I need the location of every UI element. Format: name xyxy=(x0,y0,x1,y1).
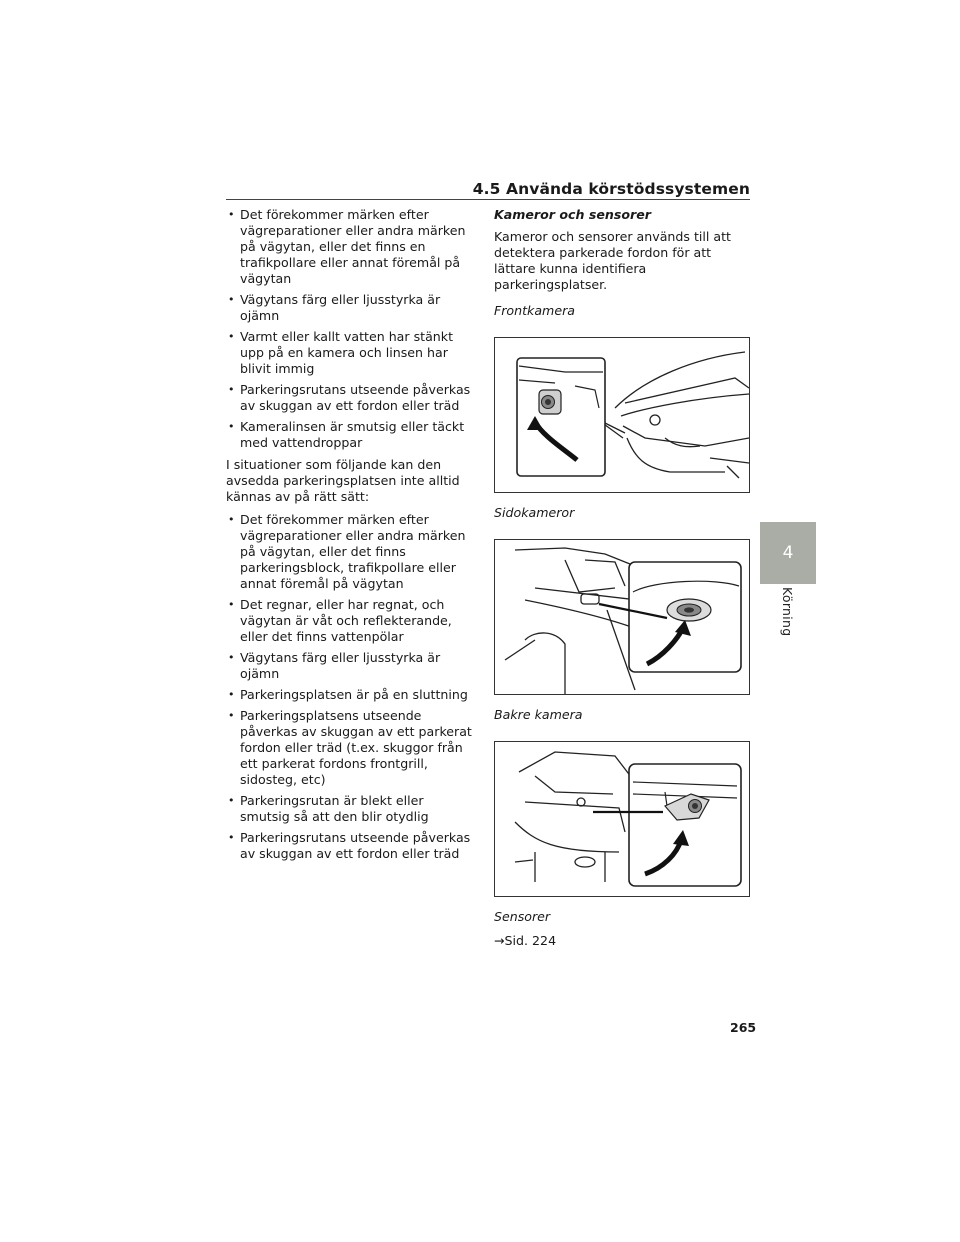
list-item: • Det förekommer märken efter vägreparationer eller andra märken på vägytan, eller det finns en trafikpollare eller annat föremål på vägytan xyxy=(226,207,476,287)
list-item: • Kameralinsen är smutsig eller täckt med vattendroppar xyxy=(226,419,476,451)
left-column xyxy=(226,207,476,867)
list-item: • Det regnar, eller har regnat, och vägytan är våt och reflekterande, eller det finns vattenpölar xyxy=(226,597,476,645)
list-item: • Det förekommer märken efter vägreparationer eller andra märken på vägytan, eller det finns parkeringsblock, trafikpollare eller annat föremål på vägytan xyxy=(226,512,476,592)
header-rule xyxy=(226,199,750,200)
right-column xyxy=(494,207,756,956)
list-item: • Parkeringsrutans utseende påverkas av skuggan av ett fordon eller träd xyxy=(226,830,476,862)
list-item: • Parkeringsplatsens utseende påverkas av skuggan av ett parkerat fordon eller träd (t.ex. skuggor från ett parkerat fordons frontgrill, sidosteg, etc) xyxy=(226,708,476,788)
section-title: 4.5 Använda körstödssystemen xyxy=(472,180,750,198)
rear-camera-illustration xyxy=(494,741,750,897)
list-item: • Vägytans färg eller ljusstyrka är ojämn xyxy=(226,650,476,682)
intro-paragraph: Kameror och sensorer används till att detektera parkerade fordon för att lättare kunna identifiera parkeringsplatser. xyxy=(494,229,731,292)
list-item: • Varmt eller kallt vatten har stänkt upp på en kamera och linsen har blivit immig xyxy=(226,329,476,377)
page-reference-link[interactable]: →Sid. 224 xyxy=(494,933,557,948)
side-camera-illustration xyxy=(494,539,750,695)
chapter-tab[interactable] xyxy=(760,522,816,584)
chapter-label: Körning xyxy=(780,587,795,637)
caption-front-camera: Frontkamera xyxy=(494,303,575,318)
front-camera-illustration xyxy=(494,337,750,493)
list-item: • Vägytans färg eller ljusstyrka är ojämn xyxy=(226,292,476,324)
caption-rear-camera: Bakre kamera xyxy=(494,707,583,722)
body-paragraph: I situationer som följande kan den avsedda parkeringsplatsen inte alltid kännas av på rätt sätt: xyxy=(226,457,460,504)
list-item: • Parkeringsrutans utseende påverkas av skuggan av ett fordon eller träd xyxy=(226,382,476,414)
page-number: 265 xyxy=(730,1020,757,1035)
section-heading: Kameror och sensorer xyxy=(494,207,651,222)
list-item: • Parkeringsplatsen är på en sluttning xyxy=(226,687,476,703)
chapter-number: 4 xyxy=(782,543,794,563)
caption-side-cameras: Sidokameror xyxy=(494,505,575,520)
list-item: • Parkeringsrutan är blekt eller smutsig så att den blir otydlig xyxy=(226,793,476,825)
caption-sensors: Sensorer xyxy=(494,909,551,924)
